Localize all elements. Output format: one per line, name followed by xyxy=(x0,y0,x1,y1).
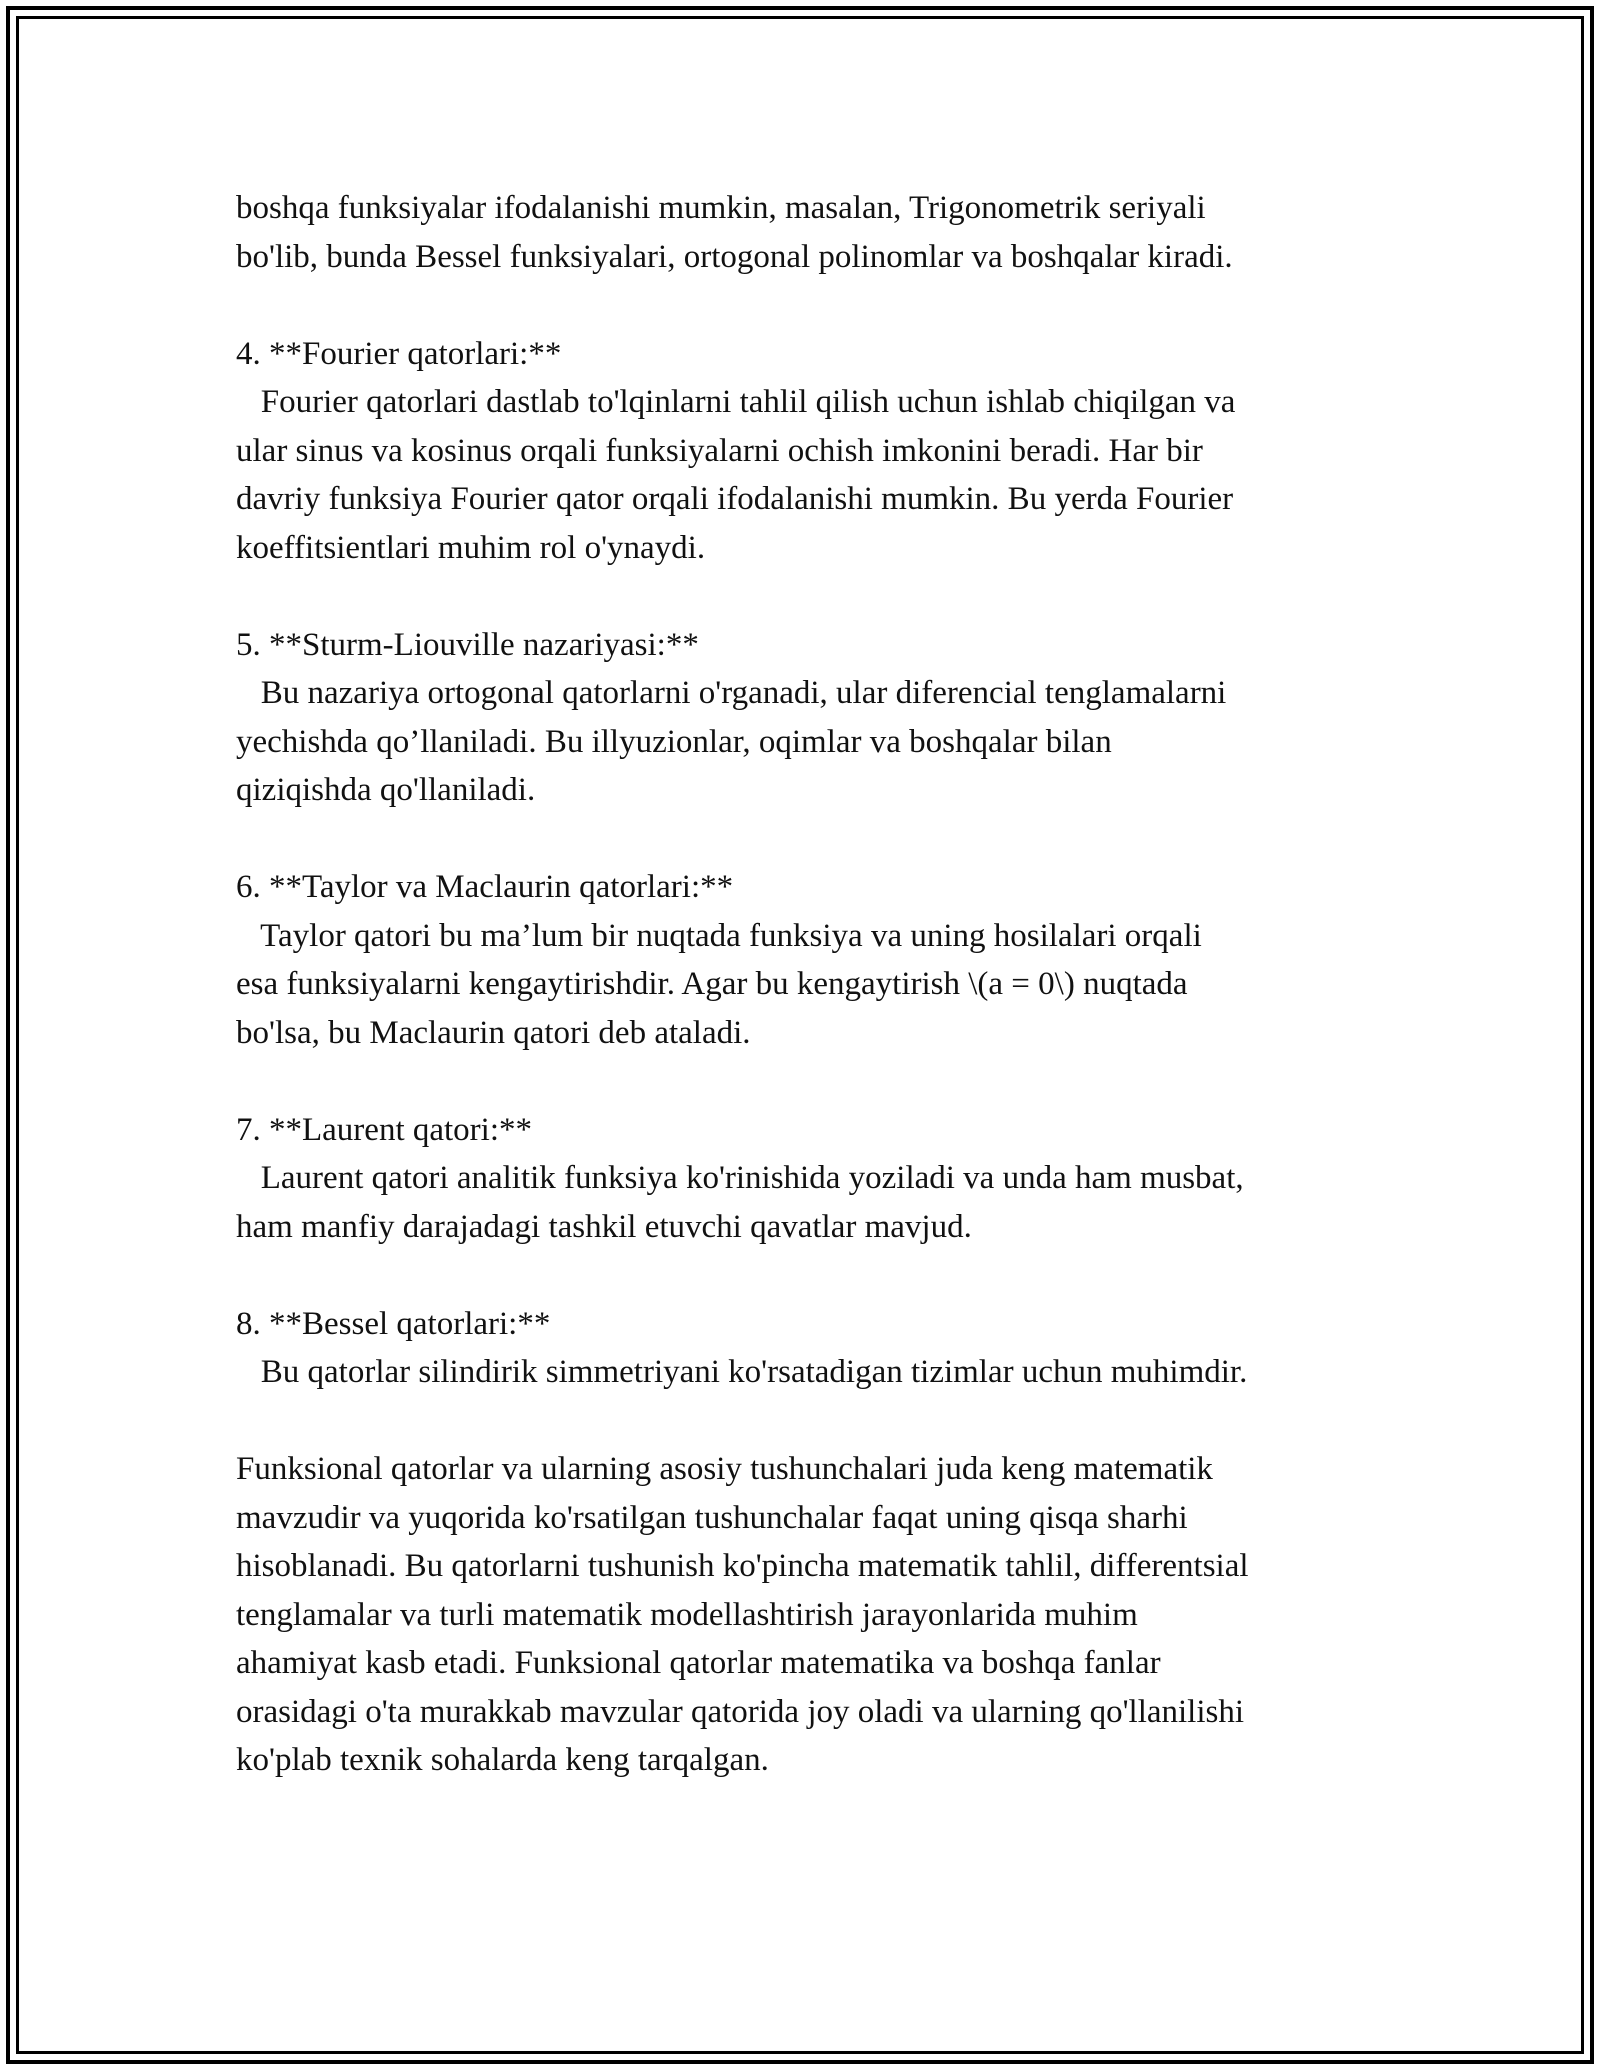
text-line: boshqa funksiyalar ifodalanishi mumkin, masalan, Trigonometrik seriyali xyxy=(236,190,1206,226)
section-heading-taylor-maclaurin: 6. **Taylor va Maclaurin qatorlari:** xyxy=(236,869,734,905)
text-line: Taylor qatori bu ma’lum bir nuqtada funksiya va uning hosilalari orqali xyxy=(236,917,1202,954)
text-line: koeffitsientlari muhim rol o'ynaydi. xyxy=(236,529,706,566)
text-line: bo'lsa, bu Maclaurin qatori deb ataladi. xyxy=(236,1014,751,1051)
section-heading-fourier: 4. **Fourier qatorlari:** xyxy=(236,335,562,372)
conclusion-line: Funksional qatorlar va ularning asosiy tushunchalari juda keng matematik xyxy=(236,1451,1213,1487)
conclusion-line: tenglamalar va turli matematik modellashtirish jarayonlarida muhim xyxy=(236,1596,1138,1633)
blank-line xyxy=(236,815,1396,864)
conclusion-line: ahamiyat kasb etadi. Funksional qatorlar matematika va boshqa fanlar xyxy=(236,1645,1161,1681)
blank-line xyxy=(236,1251,1396,1300)
blank-line xyxy=(236,572,1396,621)
blank-line xyxy=(236,281,1396,330)
text-line: yechishda qo’llaniladi. Bu illyuzionlar, oqimlar va boshqalar bilan xyxy=(236,723,1112,760)
text-line: Bu qatorlar silindirik simmetriyani ko'rsatadigan tizimlar uchun muhimdir. xyxy=(236,1354,1248,1390)
text-line: davriy funksiya Fourier qator orqali ifodalanishi mumkin. Bu yerda Fourier xyxy=(236,481,1234,517)
blank-line xyxy=(236,1397,1396,1446)
text-line: ular sinus va kosinus orqali funksiyalarni ochish imkonini beradi. Har bir xyxy=(236,432,1203,469)
text-line: Fourier qatorlari dastlab to'lqinlarni tahlil qilish uchun ishlab chiqilgan va xyxy=(236,384,1236,420)
conclusion-line: hisoblanadi. Bu qatorlarni tushunish ko'pincha matematik tahlil, differentsial xyxy=(236,1548,1249,1584)
document-body xyxy=(236,184,1396,1785)
conclusion-line: mavzudir va yuqorida ko'rsatilgan tushunchalar faqat uning qisqa sharhi xyxy=(236,1499,1188,1536)
text-line: ham manfiy darajadagi tashkil etuvchi qavatlar mavjud. xyxy=(236,1208,972,1245)
blank-line xyxy=(236,1057,1396,1106)
text-line: bo'lib, bunda Bessel funksiyalari, ortogonal polinomlar va boshqalar kiradi. xyxy=(236,238,1233,275)
conclusion-line: ko'plab texnik sohalarda keng tarqalgan. xyxy=(236,1742,769,1778)
section-heading-laurent: 7. **Laurent qatori:** xyxy=(236,1111,533,1148)
text-line: Laurent qatori analitik funksiya ko'rinishida yoziladi va unda ham musbat, xyxy=(236,1160,1244,1196)
text-line: qiziqishda qo'llaniladi. xyxy=(236,772,536,808)
conclusion-line: orasidagi o'ta murakkab mavzular qatorida joy oladi va ularning qo'llanilishi xyxy=(236,1693,1245,1730)
text-line: Bu nazariya ortogonal qatorlarni o'rganadi, ular diferencial tenglamalarni xyxy=(236,675,1227,711)
section-heading-bessel: 8. **Bessel qatorlari:** xyxy=(236,1305,551,1342)
section-heading-sturm-liouville: 5. **Sturm-Liouville nazariyasi:** xyxy=(236,626,699,663)
text-line: esa funksiyalarni kengaytirishdir. Agar bu kengaytirish \(a = 0\) nuqtada xyxy=(236,966,1188,1002)
